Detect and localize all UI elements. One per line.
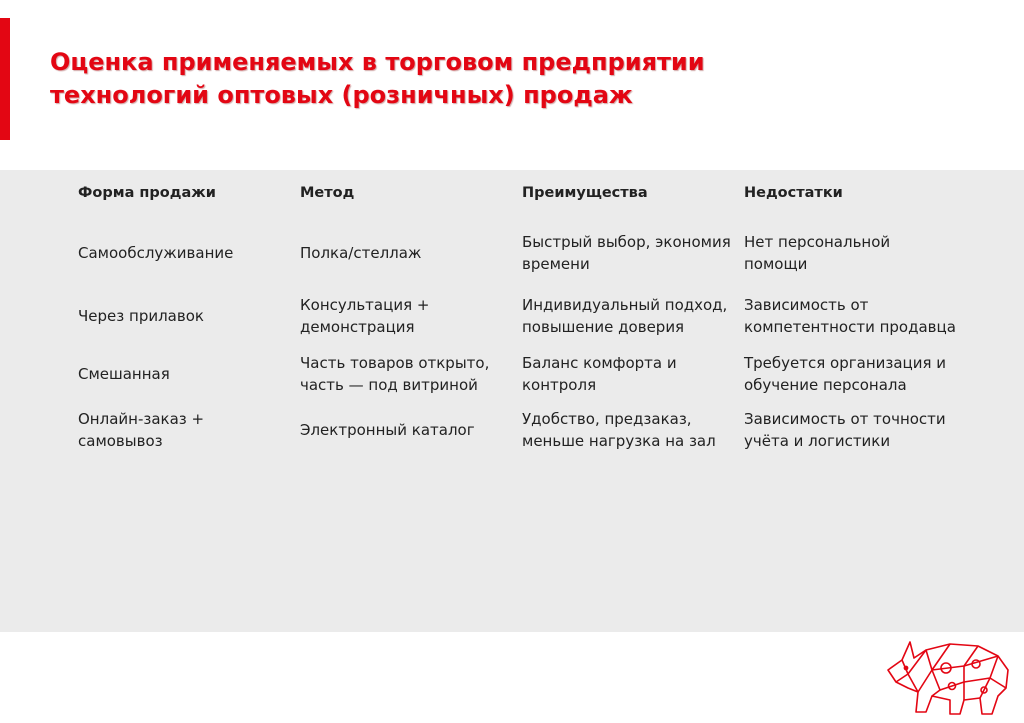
table-cell: Через прилавок	[78, 307, 204, 325]
table-cell: Индивидуальный подход, повышение доверия	[522, 296, 728, 336]
accent-bar	[0, 18, 10, 140]
column-header-disadvantages: Недостатки	[744, 185, 843, 201]
content-panel	[0, 170, 1024, 632]
title-line-2: технологий оптовых (розничных) продаж	[50, 81, 633, 110]
table-cell: Консультация + демонстрация	[300, 296, 430, 336]
column-header-advantages: Преимущества	[522, 185, 648, 201]
table-cell: Полка/стеллаж	[300, 244, 422, 262]
table-cell: Смешанная	[78, 365, 170, 383]
table-cell: Удобство, предзаказ, меньше нагрузка на зал	[522, 410, 716, 450]
table-cell: Требуется организация и обучение персонала	[744, 354, 947, 394]
table-cell: Онлайн-заказ + самовывоз	[78, 410, 205, 450]
sales-technology-table	[78, 182, 966, 460]
table-cell: Электронный каталог	[300, 421, 475, 439]
table-cell: Зависимость от точности учёта и логистики	[744, 410, 946, 450]
table-cell: Баланс комфорта и контроля	[522, 354, 677, 394]
table-cell: Зависимость от компетентности продавца	[744, 296, 956, 336]
table-cell: Нет персональной помощи	[744, 233, 891, 273]
column-header-method: Метод	[300, 185, 355, 201]
table-cell: Часть товаров открыто, часть — под витриной	[300, 354, 490, 394]
table-cell: Самообслуживание	[78, 244, 234, 262]
table-cell: Быстрый выбор, экономия времени	[522, 233, 731, 273]
title-line-1: Оценка применяемых в торговом предприятии	[50, 48, 705, 77]
slide-title	[50, 46, 950, 112]
rhino-icon	[880, 630, 1020, 718]
column-header-form: Форма продажи	[78, 185, 216, 201]
